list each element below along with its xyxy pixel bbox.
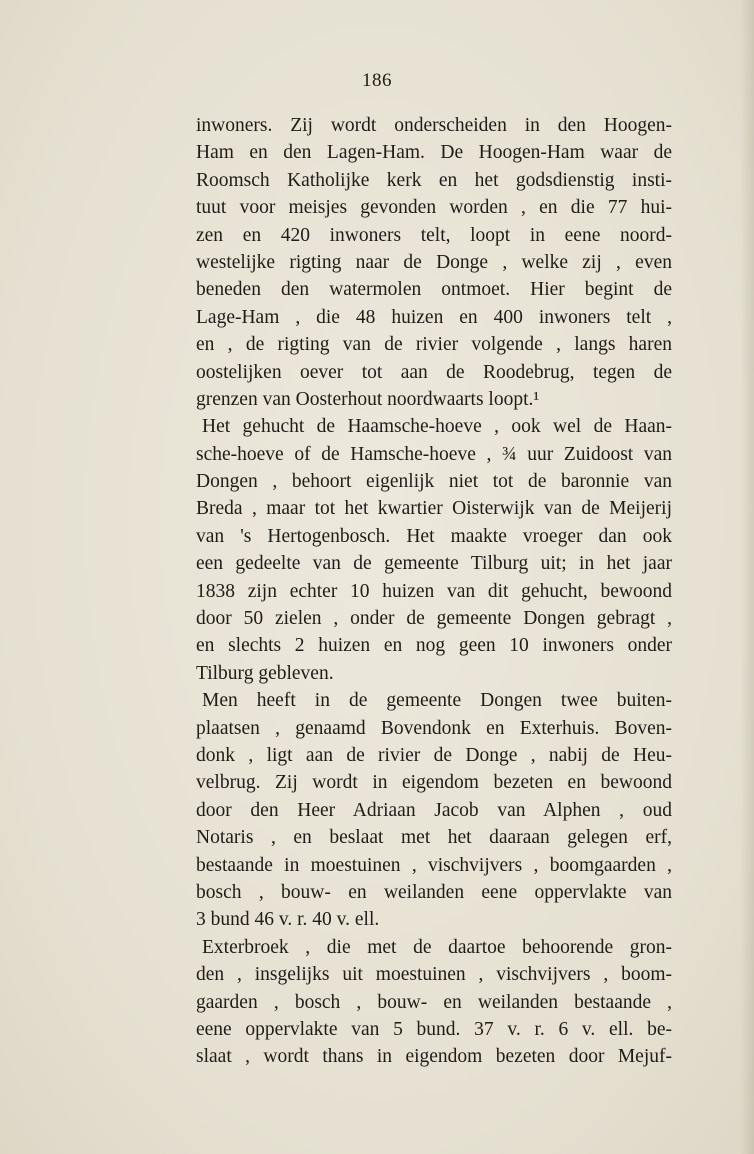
- text-line: zen en 420 inwoners telt, loopt in eene noord-: [196, 224, 672, 246]
- text-line: sche-hoeve of de Hamsche-hoeve , ¾ uur Zuidoost van: [196, 443, 672, 465]
- text-line: westelijke rigting naar de Donge , welke zij , even: [196, 251, 672, 273]
- text-line: Exterbroek , die met de daartoe behoorende gron-: [202, 936, 672, 958]
- text-line: door 50 zielen , onder de gemeente Dongen gebragt ,: [196, 608, 672, 630]
- text-line: tuut voor meisjes gevonden worden , en die 77 hui-: [196, 197, 672, 219]
- page-edge-shadow: [740, 0, 754, 1154]
- text-line: en slechts 2 huizen en nog geen 10 inwoners onder: [196, 635, 672, 657]
- text-line: beneden den watermolen ontmoet. Hier begint de: [196, 279, 672, 301]
- text-line: eene oppervlakte van 5 bund. 37 v. r. 6 v. ell. be-: [196, 1018, 672, 1040]
- text-line: Lage-Ham , die 48 huizen en 400 inwoners telt ,: [196, 306, 672, 328]
- text-line: grenzen van Oosterhout noordwaarts loopt.¹: [196, 388, 540, 410]
- text-line: een gedeelte van de gemeente Tilburg uit; in het jaar: [196, 553, 672, 575]
- text-line: 3 bund 46 v. r. 40 v. ell.: [196, 909, 380, 931]
- text-line: plaatsen , genaamd Bovendonk en Exterhuis. Boven-: [196, 717, 672, 739]
- text-line: bosch , bouw- en weilanden eene oppervlakte van: [196, 881, 672, 903]
- text-line: oostelijken oever tot aan de Roodebrug, tegen de: [196, 361, 672, 383]
- text-line: door den Heer Adriaan Jacob van Alphen , oud: [196, 799, 672, 821]
- text-line: Dongen , behoort eigenlijk niet tot de baronnie van: [196, 471, 672, 493]
- text-line: Ham en den Lagen-Ham. De Hoogen-Ham waar de: [196, 142, 672, 164]
- text-line: en , de rigting van de rivier volgende , langs haren: [196, 334, 672, 356]
- text-line: Het gehucht de Haamsche-hoeve , ook wel de Haan-: [202, 416, 672, 438]
- text-line: inwoners. Zij wordt onderscheiden in den Hoogen-: [196, 115, 672, 136]
- text-line: den , insgelijks uit moestuinen , vischvijvers , boom-: [196, 964, 672, 986]
- text-line: Tilburg gebleven.: [196, 662, 334, 684]
- page-number: 186: [362, 70, 392, 91]
- text-line: gaarden , bosch , bouw- en weilanden bestaande ,: [196, 991, 672, 1013]
- text-line: velbrug. Zij wordt in eigendom bezeten en bewoond: [196, 772, 672, 794]
- text-line: Notaris , en beslaat met het daaraan gelegen erf,: [196, 827, 672, 849]
- text-line: Breda , maar tot het kwartier Oisterwijk van de Meijerij: [196, 498, 672, 520]
- body-text: [196, 112, 672, 1071]
- text-line: donk , ligt aan de rivier de Donge , nabij de Heu-: [196, 744, 672, 766]
- text-line: 1838 zijn echter 10 huizen van dit gehucht, bewoond: [196, 580, 672, 602]
- text-line: bestaande in moestuinen , vischvijvers , boomgaarden ,: [196, 854, 672, 876]
- text-line: slaat , wordt thans in eigendom bezeten door Mejuf-: [196, 1046, 672, 1068]
- text-line: Roomsch Katholijke kerk en het godsdienstig insti-: [196, 169, 672, 191]
- text-line: van 's Hertogenbosch. Het maakte vroeger dan ook: [196, 525, 672, 547]
- text-line: Men heeft in de gemeente Dongen twee buiten-: [202, 690, 672, 712]
